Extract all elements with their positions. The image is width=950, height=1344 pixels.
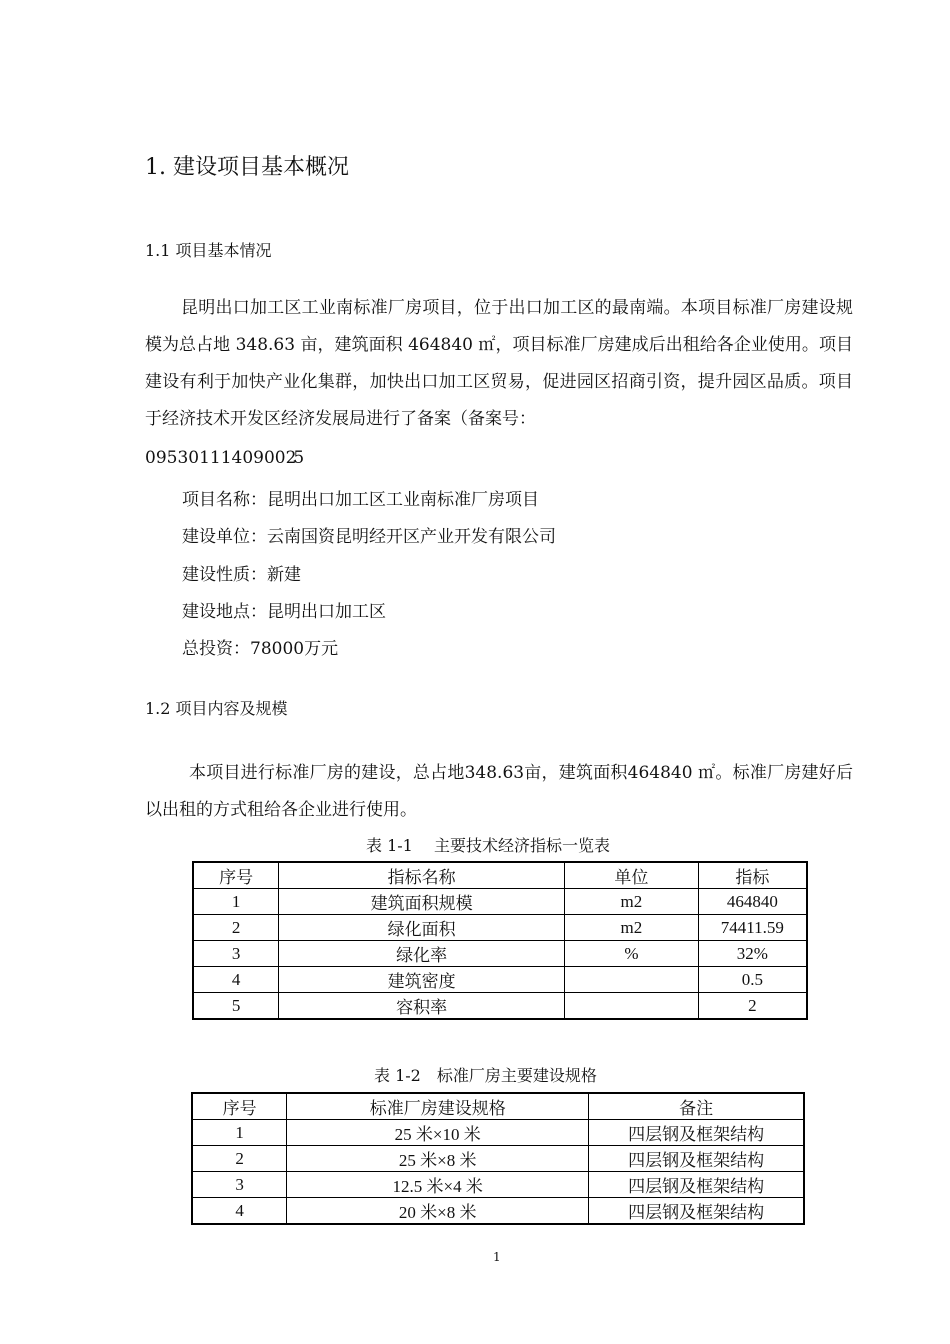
table-cell: 四层钢及框架结构 (589, 1172, 804, 1198)
table-cell: 绿化率 (279, 941, 565, 967)
table-cell: 容积率 (279, 993, 565, 1020)
table-cell: % (565, 941, 699, 967)
info-location: 建设地点：昆明出口加工区 (182, 602, 386, 622)
table-cell: 25 米×8 米 (287, 1146, 589, 1172)
table-header-row (192, 1093, 804, 1120)
table-header-cell: 序号 (193, 862, 279, 889)
table2-caption: 表 1-2 标准厂房主要建设规格 (374, 1066, 597, 1085)
table-header-cell: 指标名称 (279, 862, 565, 889)
content-scale-text-a: 本项目进行标准厂房的建设，总占地348.63亩，建筑面积464840 ㎡ (189, 763, 716, 783)
table-cell (565, 993, 699, 1020)
table-cell: m2 (565, 889, 699, 915)
table-cell: m2 (565, 915, 699, 941)
table-header-cell: 单位 (565, 862, 699, 889)
table-cell: 2 (192, 1146, 287, 1172)
table-cell: 四层钢及框架结构 (589, 1198, 804, 1225)
section-title-1-2: 1.2 项目内容及规模 (145, 699, 288, 718)
content-scale-paragraph (145, 755, 853, 829)
table-row (192, 1146, 804, 1172)
table-cell: 4 (192, 1198, 287, 1225)
indicator-table (192, 861, 808, 1020)
page-title: 1. 建设项目基本概况 (145, 155, 349, 180)
table-cell: 绿化面积 (279, 915, 565, 941)
table-cell: 2 (698, 993, 807, 1020)
table-cell: 1 (192, 1120, 287, 1146)
table-cell: 3 (193, 941, 279, 967)
table-cell: 25 米×10 米 (287, 1120, 589, 1146)
record-number-main: 0953011140900 (145, 448, 286, 468)
table-cell: 建筑面积规模 (279, 889, 565, 915)
table-cell: 5 (193, 993, 279, 1020)
table1-caption: 表 1-1 主要技术经济指标一览表 (366, 836, 610, 855)
info-nature: 建设性质：新建 (182, 565, 301, 585)
table-cell: 32% (698, 941, 807, 967)
table-cell: 四层钢及框架结构 (589, 1146, 804, 1172)
table-cell: 3 (192, 1172, 287, 1198)
table-cell: 四层钢及框架结构 (589, 1120, 804, 1146)
table-header-cell: 备注 (589, 1093, 804, 1120)
table-cell (565, 967, 699, 993)
table-header-row (193, 862, 807, 889)
record-number (145, 448, 301, 468)
table-row (193, 915, 807, 941)
info-project-name: 项目名称：昆明出口加工区工业南标准厂房项目 (182, 490, 539, 510)
record-number-tail: 25 (285, 448, 302, 468)
table-row (192, 1198, 804, 1225)
content-scale-text-b: 。标准厂房建好后以出租的方式租给各企业进行使用。 (145, 763, 853, 820)
project-overview-paragraph: 昆明出口加工区工业南标准厂房项目，位于出口加工区的最南端。本项目标准厂房建设规模为总占地 348.63 亩，建筑面积 464840 ㎡，项目标准厂房建成后出租给各企业使用。项目建设有利于加快产业化集群，加快出口加工区贸易，促进园区招商引资，提升园区品质。项目于经济技术开发区经济发展局进行了备案（备案号： (145, 298, 853, 429)
table-cell: 建筑密度 (279, 967, 565, 993)
table-cell: 1 (193, 889, 279, 915)
table-header-cell: 序号 (192, 1093, 287, 1120)
table-cell: 20 米×8 米 (287, 1198, 589, 1225)
table-row (192, 1172, 804, 1198)
table-row (193, 941, 807, 967)
table-cell: 4 (193, 967, 279, 993)
table-row (192, 1120, 804, 1146)
spec-table (191, 1092, 805, 1225)
page-number: 1 (493, 1250, 501, 1264)
info-investment: 总投资：78000万元 (182, 639, 339, 659)
table-cell: 0.5 (698, 967, 807, 993)
table-row (193, 889, 807, 915)
section-title-1-1: 1.1 项目基本情况 (145, 241, 272, 260)
table-cell: 12.5 米×4 米 (287, 1172, 589, 1198)
table-row (193, 993, 807, 1020)
table-cell: 74411.59 (698, 915, 807, 941)
table-header-cell: 标准厂房建设规格 (287, 1093, 589, 1120)
info-builder: 建设单位：云南国资昆明经开区产业开发有限公司 (182, 527, 556, 547)
table-header-cell: 指标 (698, 862, 807, 889)
table-cell: 2 (193, 915, 279, 941)
table-cell: 464840 (698, 889, 807, 915)
table-row (193, 967, 807, 993)
